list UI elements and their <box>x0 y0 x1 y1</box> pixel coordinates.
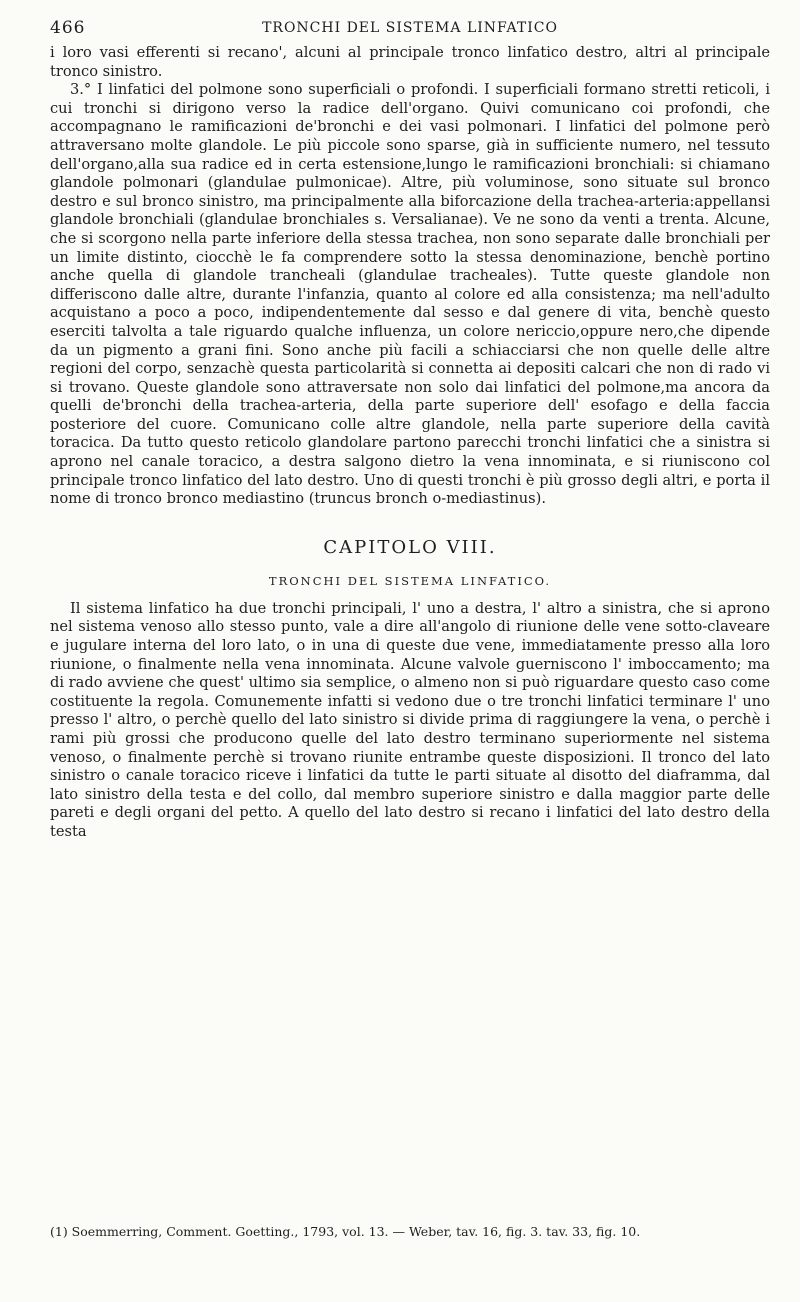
running-head <box>50 18 770 44</box>
footnote: (1) Soemmerring, Comment. Goetting., 1793, vol. 13. — Weber, tav. 16, fig. 3. tav. 33, fig. 10. <box>50 1224 641 1239</box>
running-title: TRONCHI DEL SISTEMA LINFATICO <box>262 20 558 36</box>
chapter-heading: CAPITOLO VIII. <box>323 536 497 558</box>
paragraph-lungs: 3.° I linfatici del polmone sono superficiali o profondi. I superficiali formano stretti reticoli, i cui tronchi si dirigono verso la radice dell'organo. Quivi comunicano coi profondi, che accompagnano le ramificazioni de'bronchi e dei vasi polmonari. I linfatici del polmone però attraversano molte glandole. Le più piccole sono sparse, già in sufficiente numero, nel tessuto dell'organo,alla sua radice ed in certa estensione,lungo le ramificazioni bronchiali: si chiamano glandole polmonari (glandulae pulmonicae). Altre, più voluminose, sono situate sul bronco destro e sul bronco sinistro, ma principalmente alla biforcazione della trachea-arteria:appellansi glandole bronchiali (glandulae bronchiales s. Versalianae). Ve ne sono da venti a trenta. Alcune, che si scorgono nella parte inferiore della stessa trachea, non sono separate dalle bronchiali per un limite distinto, ciocchè le fa comprendere sotto la stessa denominazione, benchè portino anche quella di glandole trancheali (glandulae tracheales). Tutte queste glandole non differiscono dalle altre, durante l'infanzia, quanto al colore ed alla consistenza; ma nell'adulto acquistano a poco a poco, indipendentemente dal sesso e dal genere di vita, benchè questo eserciti talvolta a tale riguardo qualche influenza, un colore nericcio,oppure nero,che dipende da un pigmento a grani fini. Sono anche più facili a schiacciarsi che non quelle delle altre regioni del corpo, senzachè questa particolarità si connetta ai depositi calcari che non di rado vi si trovano. Queste glandole sono attraversate non solo dai linfatici del polmone,ma ancora da quelli de'bronchi della trachea-arteria, della parte superiore dell' esofago e della faccia posteriore del cuore. Comunicano colle altre glandole, nella parte superiore della cavità toracica. Da tutto questo reticolo glandolare partono parecchi tronchi linfatici che a sinistra si aprono nel canale toracico, a destra salgono dietro la vena innominata, e si riuniscono col principale tronco linfatico del lato destro. Uno di questi tronchi è più grosso degli altri, e porta il nome di tronco bronco mediastino (truncus bronch o-mediastinus). <box>50 81 770 508</box>
paragraph-chapter: Il sistema linfatico ha due tronchi principali, l' uno a destra, l' altro a sinistra, che si aprono nel sistema venoso allo stesso punto, vale a dire all'angolo di riunione delle vene sotto-claveare e jugulare interna del loro lato, o in una di queste due vene, immediatamente presso alla loro riunione, o finalmente nella vena innominata. Alcune valvole guerniscono l' imboccamento; ma di rado avviene che quest' ultimo sia semplice, o almeno non si può riguardare questo caso come costituente la regola. Comunemente infatti si vedono due o tre tronchi linfatici terminare l' uno presso l' altro, o perchè quello del lato sinistro si divide prima di raggiungere la vena, o perchè i rami più grossi che producono quelle del lato destro terminano superiormente nel sistema venoso, o finalmente perchè si trovano riunite entrambe queste disposizioni. Il tronco del lato sinistro o canale toracico riceve i linfatici da tutte le parti situate al disotto del diaframma, dal lato sinistro della testa e del collo, dal membro superiore sinistro e dalla maggior parte delle pareti e degli organi del petto. A quello del lato destro si recano i linfatici del lato destro della testa <box>50 599 770 840</box>
page-number: 466 <box>50 18 86 38</box>
paragraph-continuation: i loro vasi efferenti si recano', alcuni al principale tronco linfatico destro, altri al principale tronco sinistro. <box>50 44 770 80</box>
chapter-subtitle: TRONCHI DEL SISTEMA LINFATICO. <box>268 573 552 588</box>
chapter-text <box>50 600 770 842</box>
body-text <box>50 44 770 509</box>
